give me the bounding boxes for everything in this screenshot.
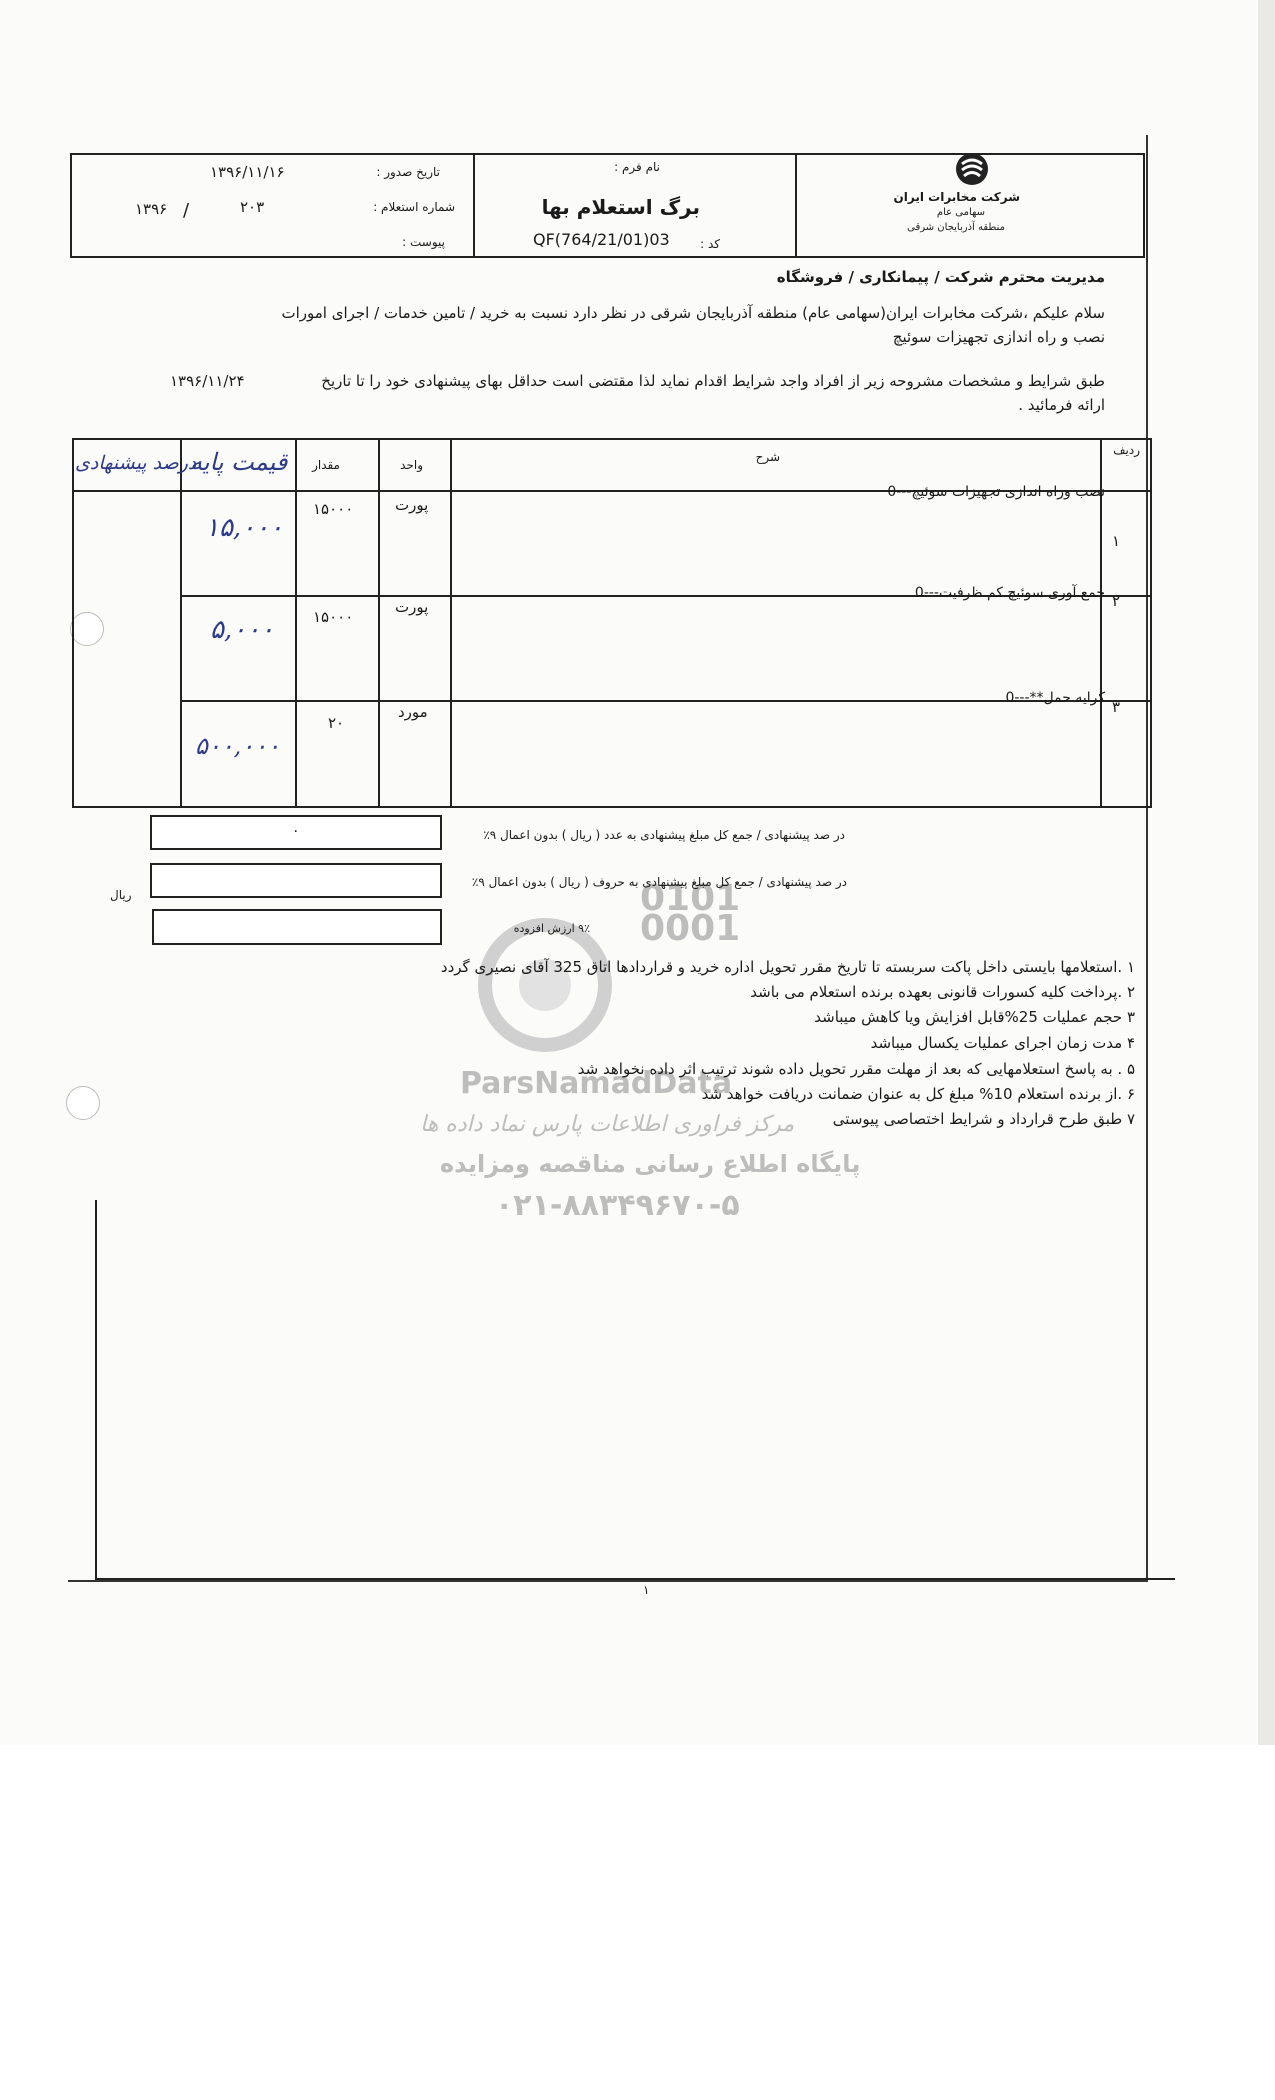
row-base-price: ۱۵,۰۰۰ [205, 513, 284, 543]
page-edge [1258, 0, 1275, 1745]
header-offer-percent: درصد پیشنهادی [75, 452, 197, 474]
tci-logo-icon [955, 152, 989, 186]
row-description: نصب وراه اندازی تجهیزات سوئیچ---0 [887, 484, 1105, 500]
row-unit: پورت [395, 598, 429, 616]
page-number: ۱ [643, 1583, 650, 1597]
header-description: شرح [755, 450, 780, 464]
row-unit: مورد [398, 703, 428, 721]
deadline-date: ۱۳۹۶/۱۱/۲۴ [170, 372, 245, 390]
watermark-phone: ۰۲۱-۸۸۳۴۹۶۷۰-۵ [495, 1188, 740, 1223]
header-unit: واحد [400, 458, 423, 472]
total-numeric-field[interactable] [150, 815, 442, 850]
watermark-digits: 0101 [640, 878, 741, 919]
vat-field[interactable] [152, 909, 442, 945]
inquiry-year-value: ۱۳۹۶ [135, 200, 168, 218]
inquiry-number-separator: / [183, 200, 190, 221]
condition-item: ۶ .از برنده استعلام 10% مبلغ کل به عنوان ضمانت دریافت خواهد شد [701, 1085, 1135, 1103]
total-numeric-value: ۰ [292, 823, 300, 839]
issue-date-label: تاریخ صدور : [376, 165, 440, 179]
header-quantity: مقدار [312, 458, 340, 472]
inquiry-number-value: ۲۰۳ [240, 198, 265, 216]
total-words-label: در صد پیشنهادی / جمع کل مبلغ پیشنهادی به حروف ( ریال ) بدون اعمال ۹٪ [471, 875, 847, 889]
form-outer-frame [68, 135, 1148, 1582]
form-name-label: نام فرم : [614, 160, 660, 174]
row-description: کرایه حمل**---0 [1005, 690, 1105, 706]
inquiry-number-label: شماره استعلام : [373, 200, 455, 214]
condition-item: ۱ .استعلامها بایستی داخل پاکت سربسته تا تاریخ مقرر تحویل اداره خرید و قراردادها اتاق 325 آقای نصیری گردد [440, 958, 1135, 976]
vat-label: ۹٪ ارزش افزوده [513, 922, 590, 935]
condition-item: ۵ . به پاسخ استعلامهایی که بعد از مهلت مقرر تحویل داده شوند ترتیب اثر داده نخواهد شد [577, 1060, 1135, 1078]
form-title: برگ استعلام بها [541, 195, 700, 219]
intro-line-1: سلام علیکم ،شرکت مخابرات ایران(سهامی عام) منطقه آذربایجان شرقی در نظر دارد نسبت به خرید / تامین خدمات / اجرای امورات [281, 304, 1105, 322]
code-label: کد : [700, 237, 720, 251]
watermark-tagline: مرکز فراوری اطلاعات پارس نماد داده ها [420, 1112, 795, 1137]
row-description: جمع آوری سوئیچ کم ظرفیت---0 [914, 585, 1105, 601]
attachment-label: پیوست : [402, 235, 445, 249]
row-number: ۱ [1112, 532, 1121, 550]
row-number: ۲ [1112, 592, 1121, 610]
header-row: ردیف [1113, 443, 1140, 457]
header-base-price: قیمت پایه [190, 448, 288, 476]
row-base-price: ۵,۰۰۰ [210, 615, 275, 645]
total-numeric-label: در صد پیشنهادی / جمع کل مبلغ پیشنهادی به عدد ( ریال ) بدون اعمال ۹٪ [483, 828, 845, 842]
watermark-digits: 0001 [640, 908, 741, 949]
total-words-field[interactable] [150, 863, 442, 898]
row-unit: پورت [395, 496, 429, 514]
intro-line-4: ارائه فرمائید . [1018, 396, 1105, 414]
addressee: مدیریت محترم شرکت / پیمانکاری / فروشگاه [776, 268, 1105, 286]
intro-line-3: طبق شرایط و مشخصات مشروحه زیر از افراد واجد شرایط اقدام نماید لذا مقتضی است حداقل بهای پیشنهادی خود را تا تاریخ [321, 372, 1105, 390]
row-number: ۳ [1112, 698, 1121, 716]
watermark-brand: ParsNamadData [460, 1066, 733, 1101]
watermark-portal: پایگاه اطلاع رسانی مناقصه ومزایده [440, 1150, 861, 1178]
condition-item: ۴ مدت زمان اجرای عملیات یکسال میباشد [870, 1034, 1135, 1052]
condition-item: ۳ حجم عملیات 25%قابل افزایش ویا کاهش میباشد [814, 1008, 1135, 1026]
row-quantity: ۱۵۰۰۰ [313, 500, 354, 518]
code-value: QF(764/21/01)03 [533, 230, 670, 249]
row-base-price: ۵۰۰,۰۰۰ [195, 732, 280, 760]
issue-date-value: ۱۳۹۶/۱۱/۱۶ [210, 163, 285, 181]
condition-item: ۲ .پرداخت کلیه کسورات قانونی بعهده برنده استعلام می باشد [750, 983, 1135, 1001]
company-name: شرکت مخابرات ایران [893, 190, 1020, 204]
condition-item: ۷ طبق طرح قرارداد و شرایط اختصاصی پیوستی [832, 1110, 1135, 1128]
intro-line-2: نصب و راه اندازی تجهیزات سوئیچ [892, 328, 1105, 346]
company-region: منطقه آذربایجان شرقی [907, 222, 1005, 233]
company-type: سهامی عام [936, 207, 985, 218]
row-quantity: ۲۰ [328, 714, 345, 732]
rial-label: ریال [110, 888, 132, 902]
row-quantity: ۱۵۰۰۰ [313, 608, 354, 626]
